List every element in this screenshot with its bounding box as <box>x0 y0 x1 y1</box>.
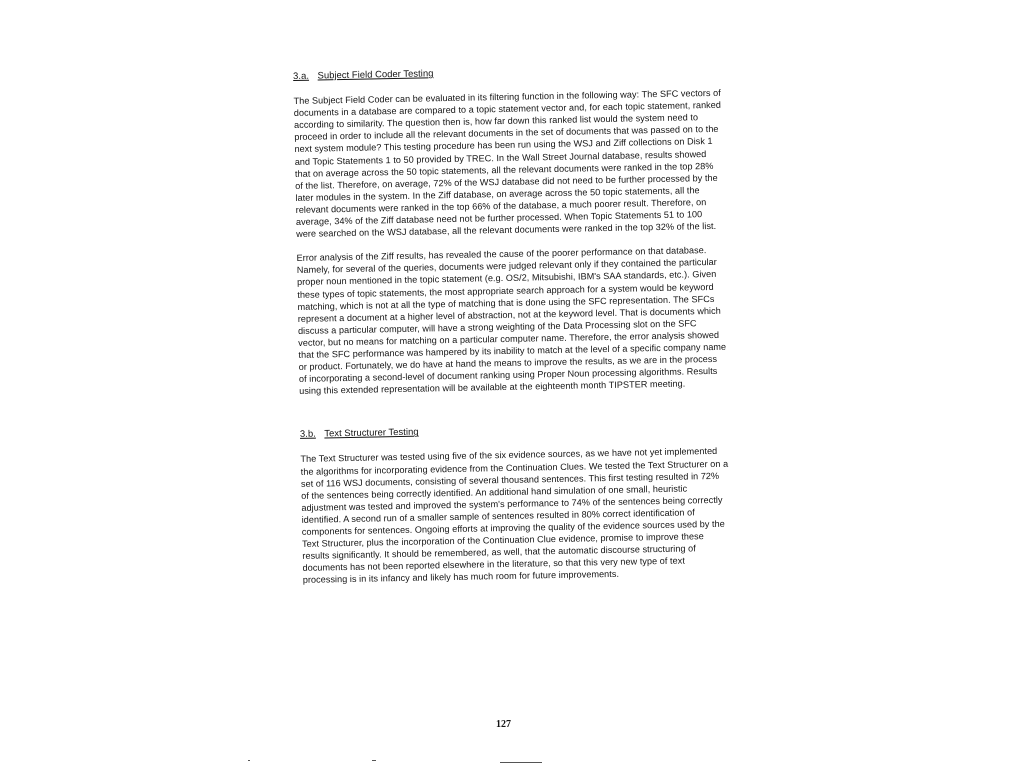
scan-artifact <box>372 760 376 761</box>
section-subject-field-coder <box>293 62 727 397</box>
page-number: 127 <box>496 719 511 730</box>
section-heading <box>293 62 721 82</box>
paragraph: The Text Structurer was tested using five of the six evidence sources, as we have not yet implemented the algorithms for incorporating evidence from the Continuation Clues. We tested the Text Structurer on a set of 116 WSJ documents, consisting of several thousand sentences. This first testing resulted in 72% of the sentences being correctly identified. An additional hand simulation of one small, heuristic adjustment was tested and improved the system's performance to 74% of the sentences being correctly identified. A second run of a smaller sample of sentences resulted in 80% correct identification of components for sentences. Ongoing efforts at improving the quality of the evidence sources used by the Text Structurer, plus the incorporation of the Continuation Clue evidence, promise to improve these results significantly. It should be remembered, as well, that the automatic discourse structuring of documents has not been reported elsewhere in the literature, so that this very new type of text processing is in its infancy and likely has much room for future improvements. <box>300 446 729 586</box>
section-number: 3.a. <box>293 69 310 81</box>
section-text-structurer <box>300 420 731 586</box>
section-number: 3.b. <box>299 427 316 440</box>
section-title: Text Structurer Testing <box>324 426 419 439</box>
paragraph: The Subject Field Coder can be evaluated in its filtering function in the following way: The SFC vectors of documents in a database are compared to a topic statement vector and, for each topic statement, ranked according to similarity. The question then is, how far down this ranked list would the system need to proceed in order to include all the relevant documents in the set of documents that was passed on to the next system module? This testing procedure has been run using the WSJ and Ziff collections on Disk 1 and Topic Statements 1 to 50 provided by TREC. In the Wall Street Journal database, results showed that on average across the 50 topic statements, all the relevant documents were ranked in the top 28% of the list. Therefore, on average, 72% of the WSJ database did not need to be further processed by the later modules in the system. In the Ziff database, on average across the 50 topic statements, all the relevant documents were ranked in the top 66% of the database, a much poorer result. Therefore, on average, 34% of the Ziff database need not be further processed. When Topic Statements 51 to 100 were searched on the WSJ database, all the relevant documents were ranked in the top 32% of the list. <box>293 87 722 240</box>
footer-rule <box>500 762 542 763</box>
paragraph: Error analysis of the Ziff results, has revealed the cause of the poorer performance on that database. Namely, for several of the queries, documents were judged relevant only if they contained the particular proper noun mentioned in the topic statement (e.g. OS/2, Mitsubishi, IBM's SAA standards, etc.). Given these types of topic statements, the most appropriate search approach for a system would be keyword matching, which is not at all the type of matching that is done using the SFC representation. The SFCs represent a document at a higher level of abstraction, not at the keyword level. That is documents which discuss a particular computer, will have a strong weighting of the Data Processing slot on the SFC vector, but no means for matching on a particular computer name. Therefore, the error analysis showed that the SFC performance was hampered by its inability to match at the level of a specific company name or product. Fortunately, we do have at hand the means to improve the results, as we are in the process of incorporating a second-level of document ranking using Proper Noun processing algorithms. Results using this extended representation will be available at the eighteenth month TIPSTER meeting. <box>296 245 727 397</box>
page-content <box>293 62 731 599</box>
scan-artifact <box>248 760 250 761</box>
section-title: Subject Field Coder Testing <box>317 67 434 81</box>
